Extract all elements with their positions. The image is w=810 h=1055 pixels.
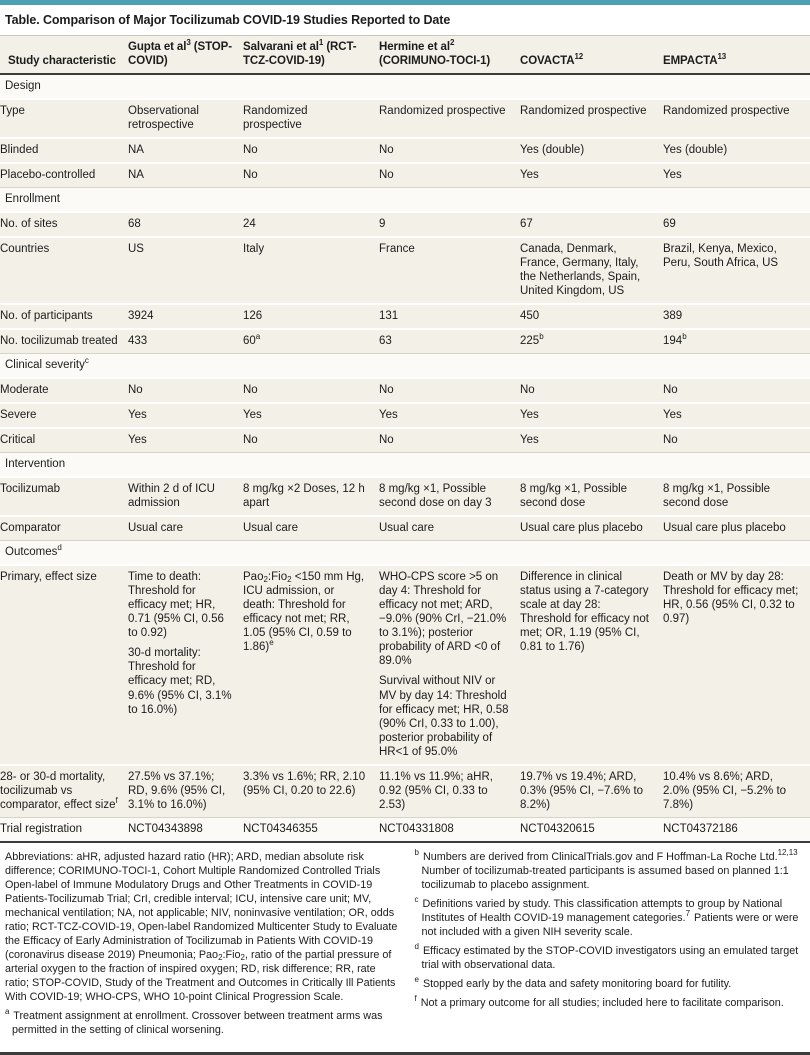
row-label: 28- or 30-d mortality, tocilizumab vs comparator, effect size$^f$ [0, 765, 128, 818]
table-row [0, 237, 810, 304]
table-cell: Randomized prospective [663, 99, 810, 138]
table-cell: Time to death: Threshold for efficacy met; HR, 0.71 (95% CI, 0.56 to 0.92) 30-d mortality: Threshold for efficacy met; RD, 9.6% (95% CI, 3.1% to 16.0%) [128, 565, 243, 764]
table-cell: 8 mg/kg ×2 Doses, 12 h apart [243, 477, 379, 516]
table-cell: Pao$_2$:Fio$_2$ <150 mm Hg, ICU admission, or death: Threshold for efficacy not met; RR, 1.05 (95% CI, 0.59 to 1.86)$^e$ [243, 565, 379, 764]
section-label: Intervention [0, 453, 810, 478]
section-row [0, 354, 810, 379]
table-cell: Usual care [379, 516, 520, 541]
table-cell: US [128, 237, 243, 304]
table-cell: 19.7% vs 19.4%; ARD, 0.3% (95% CI, −7.6% to 8.2%) [520, 765, 663, 818]
row-label: Tocilizumab [0, 477, 128, 516]
table-cell: Death or MV by day 28: Threshold for efficacy met; HR, 0.56 (95% CI, 0.32 to 0.97) [663, 565, 810, 764]
table-cell: 8 mg/kg ×1, Possible second dose [520, 477, 663, 516]
table-cell: Yes (double) [520, 138, 663, 163]
section-row [0, 188, 810, 213]
table-cell: Canada, Denmark, France, Germany, Italy, the Netherlands, Spain, United Kingdom, US [520, 237, 663, 304]
section-row [0, 453, 810, 478]
table-cell: 10.4% vs 8.6%; ARD, 2.0% (95% CI, −5.2% to 7.8%) [663, 765, 810, 818]
table-cell: 8 mg/kg ×1, Possible second dose on day 3 [379, 477, 520, 516]
row-label: Blinded [0, 138, 128, 163]
table-row [0, 378, 810, 403]
table-row [0, 212, 810, 237]
table-cell: Yes [520, 163, 663, 188]
table-cell: 433 [128, 329, 243, 354]
row-label: Placebo-controlled [0, 163, 128, 188]
table-cell: No [128, 378, 243, 403]
table-cell: No [379, 378, 520, 403]
table-cell: 3.3% vs 1.6%; RR, 2.10 (95% CI, 0.20 to 22.6) [243, 765, 379, 818]
table-row [0, 516, 810, 541]
table-cell: Randomized prospective [379, 99, 520, 138]
table-cell: 24 [243, 212, 379, 237]
table-cell: 225$^b$ [520, 329, 663, 354]
row-label: Countries [0, 237, 128, 304]
table-cell: Yes [128, 428, 243, 453]
table-cell: 194$^b$ [663, 329, 810, 354]
row-label: Moderate [0, 378, 128, 403]
table-cell: Usual care [243, 516, 379, 541]
table-row [0, 565, 810, 764]
table-cell: NCT04372186 [663, 817, 810, 842]
table-cell: Usual care plus placebo [520, 516, 663, 541]
table-row [0, 163, 810, 188]
table-cell: Yes [379, 403, 520, 428]
row-label: Comparator [0, 516, 128, 541]
footnote-marker: d [414, 942, 419, 952]
table-cell: Within 2 d of ICU admission [128, 477, 243, 516]
row-label: No. of sites [0, 212, 128, 237]
table-cell: Randomized prospective [520, 99, 663, 138]
footnote-d: $^d$ Efficacy estimated by the STOP-COVID investigators using an emulated target trial with observational data. [414, 942, 799, 971]
row-label: Critical [0, 428, 128, 453]
table-cell: NA [128, 163, 243, 188]
table-cell: 69 [663, 212, 810, 237]
table-row [0, 403, 810, 428]
table-cell: 9 [379, 212, 520, 237]
table-cell: No [663, 378, 810, 403]
table-row [0, 817, 810, 842]
table-cell: Usual care plus placebo [663, 516, 810, 541]
section-label: Clinical severity$^c$ [0, 354, 810, 379]
table-row [0, 765, 810, 818]
table-row [0, 329, 810, 354]
footnote-f: $^f$ Not a primary outcome for all studies; included here to facilitate comparison. [414, 994, 784, 1009]
footnote-c: $^c$ Definitions varied by study. This classification attempts to group by National Institutes of Health COVID-19 management categories.$^7$ Patients were or were not included with a given NIH severity scale. [414, 895, 799, 938]
table-cell: No [243, 378, 379, 403]
footnote-marker: c [414, 895, 419, 905]
table-cell: No [243, 428, 379, 453]
table-cell: No [379, 163, 520, 188]
table-cell: No [243, 138, 379, 163]
row-label: Primary, effect size [0, 565, 128, 764]
footnote-b: $^b$ Numbers are derived from ClinicalTrials.gov and F Hoffman-La Roche Ltd.$^{12,13}$ Number of tocilizumab-treated participants is assumed based on planned 1:1 tocilizumab to placebo assignment. [414, 848, 798, 891]
table-cell: Yes [663, 403, 810, 428]
row-label: Trial registration [0, 817, 128, 842]
footnote-marker: b [414, 848, 419, 858]
footnotes [0, 843, 810, 1048]
table-cell: 27.5% vs 37.1%; RD, 9.6% (95% CI, 3.1% to 16.0%) [128, 765, 243, 818]
footnote-marker: a [5, 1007, 10, 1017]
table-row [0, 138, 810, 163]
column-header: EMPACTA$^{13}$ [663, 36, 810, 74]
footnote-marker: e [414, 975, 419, 985]
table-cell: No [663, 428, 810, 453]
table-cell: France [379, 237, 520, 304]
footnote-a: $^a$ Treatment assignment at enrollment. Crossover between treatment arms was permitted in the setting of clinical worsening. [5, 1007, 383, 1037]
column-header: Gupta et $al^3$ (STOP-COVID) [128, 36, 243, 74]
table-cell: Yes (double) [663, 138, 810, 163]
table-cell: NA [128, 138, 243, 163]
column-header: Study characteristic [0, 36, 128, 74]
table-cell: NCT04320615 [520, 817, 663, 842]
row-label: No. tocilizumab treated [0, 329, 128, 354]
section-label: Design [0, 74, 810, 99]
table-row [0, 99, 810, 138]
column-header: Hermine et $al^2$ (CORIMUNO-TOCI-1) [379, 36, 520, 74]
table-cell: 11.1% vs 11.9%; aHR, 0.92 (95% CI, 0.33 to 2.53) [379, 765, 520, 818]
abbreviations-note: Abbreviations: aHR, adjusted hazard ratio (HR); ARD, median absolute risk difference; CORIMUNO-TOCI-1, Cohort Multiple Randomized Controlled Trials Open-label of Immune Modulatory Drugs and Other Treatments in COVID-19 Patients-Tocilizumab Trial; CrI, credible interval; ICU, intensive care unit; MV, mechanical ventilation; NA, not applicable; NIV, noninvasive ventilation; OR, odds ratio; RCT-TCZ-COVID-19, Open-label Randomized Multicenter Study to Evaluate the Efficacy of Early Administration of Tocilizumab in Patients With COVID-19 (coronavirus disease 2019) Pneumonia; Pao$_2$:Fio$_2$, ratio of the partial pressure of arterial oxygen to the fraction of inspired oxygen; RD, risk difference; RR, rate ratio; STOP-COVID, Study of the Treatment and Outcomes in Critically Ill Patients With COVID-19; WHO-CPS, WHO 10-point Clinical Progression Scale. [5, 850, 398, 1003]
table-cell: Italy [243, 237, 379, 304]
table-cell: Brazil, Kenya, Mexico, Peru, South Africa, US [663, 237, 810, 304]
page-title: Table. Comparison of Major Tocilizumab COVID-19 Studies Reported to Date [0, 5, 810, 36]
row-label: Type [0, 99, 128, 138]
section-row [0, 74, 810, 99]
table-cell: 8 mg/kg ×1, Possible second dose [663, 477, 810, 516]
table-cell: Yes [520, 403, 663, 428]
section-row [0, 541, 810, 566]
column-header: Salvarani et $al^1$ (RCT-TCZ-COVID-19) [243, 36, 379, 74]
table-cell: NCT04343898 [128, 817, 243, 842]
table-cell: NCT04346355 [243, 817, 379, 842]
table-cell: 63 [379, 329, 520, 354]
table-cell: WHO-CPS score >5 on day 4: Threshold for efficacy not met; ARD, −9.0% (90% CrI, −21.0% to 3.1%); posterior probability of ARD <0 of 89.0% Survival without NIV or MV by day 14: Threshold for efficacy met; HR, 0.58 (90% CrI, 0.33 to 1.00), posterior probability of HR<1 of 95.0% [379, 565, 520, 764]
footnote-marker: f [414, 994, 417, 1004]
table-cell: Randomized prospective [243, 99, 379, 138]
table-header-row [0, 36, 810, 74]
table-row [0, 428, 810, 453]
table-cell: Observational retrospective [128, 99, 243, 138]
table-cell: No [243, 163, 379, 188]
section-label: Enrollment [0, 188, 810, 213]
column-header: COVACTA$^{12}$ [520, 36, 663, 74]
table-cell: Difference in clinical status using a 7-category scale at day 28: Threshold for efficacy not met; OR, 1.19 (95% CI, 0.81 to 1.76) [520, 565, 663, 764]
row-label: No. of participants [0, 304, 128, 329]
footnote-e: $^e$ Stopped early by the data and safety monitoring board for futility. [414, 975, 732, 990]
table-cell: 68 [128, 212, 243, 237]
table-cell: No [520, 378, 663, 403]
table-cell: NCT04331808 [379, 817, 520, 842]
row-label: Severe [0, 403, 128, 428]
table-cell: No [379, 428, 520, 453]
table-cell: 3924 [128, 304, 243, 329]
bottom-rule [0, 1052, 810, 1055]
comparison-table [0, 36, 810, 843]
table-cell: Yes [663, 163, 810, 188]
table-cell: 131 [379, 304, 520, 329]
table-cell: 450 [520, 304, 663, 329]
section-label: Outcomes$^d$ [0, 541, 810, 566]
table-cell: Yes [243, 403, 379, 428]
table-row [0, 304, 810, 329]
table-cell: 126 [243, 304, 379, 329]
table-cell: 60$^a$ [243, 329, 379, 354]
table-cell: Usual care [128, 516, 243, 541]
table-cell: Yes [128, 403, 243, 428]
table-cell: Yes [520, 428, 663, 453]
table-cell: No [379, 138, 520, 163]
table-row [0, 477, 810, 516]
table-cell: 389 [663, 304, 810, 329]
table-cell: 67 [520, 212, 663, 237]
